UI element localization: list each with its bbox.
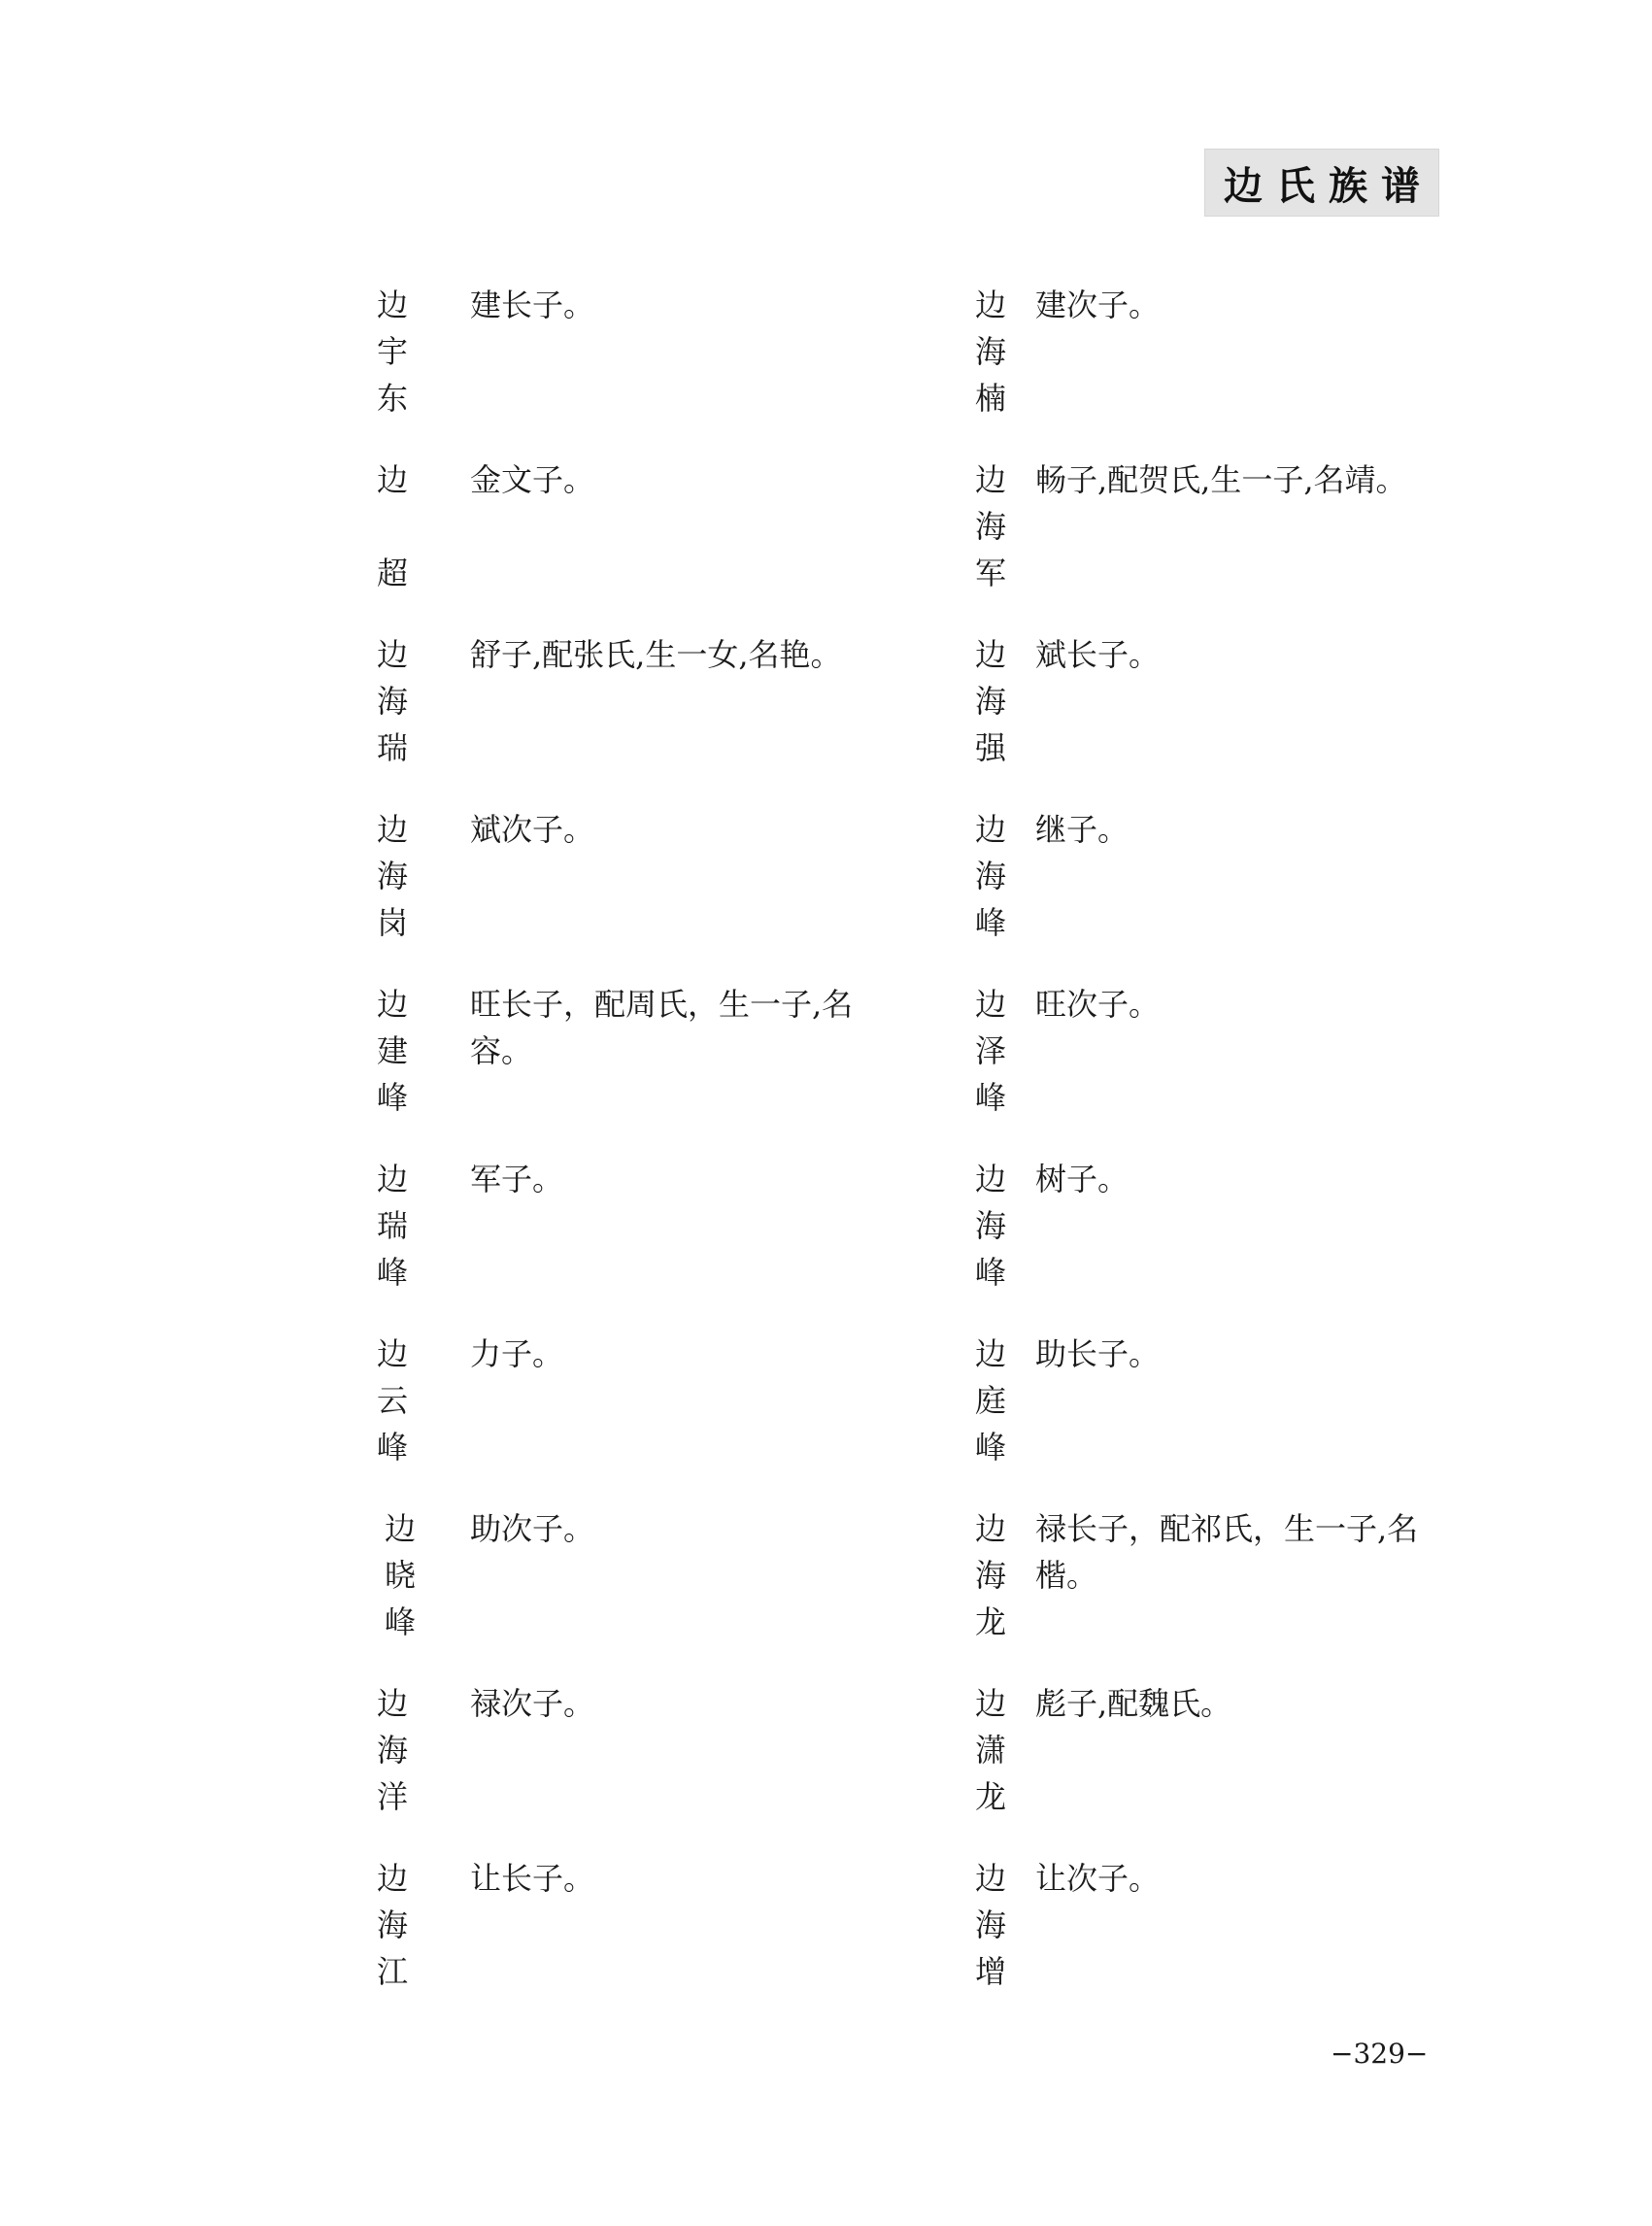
- name-char: 边: [974, 986, 1006, 1023]
- entry-description: 彪子,配魏氏。: [1035, 1685, 1232, 1722]
- entry-description: 畅子,配贺氏,生一子,名靖。: [1035, 461, 1407, 498]
- entry-description: 舒子,配张氏,生一女,名艳。: [470, 636, 842, 673]
- name-char: 东: [376, 380, 408, 417]
- entry-description: 建长子。: [470, 287, 595, 323]
- genealogy-entry: [373, 282, 917, 456]
- entry-description: 旺次子。: [1035, 986, 1161, 1023]
- genealogy-entry: [971, 1505, 1457, 1680]
- name-char: 边: [974, 1685, 1006, 1722]
- name-char: 峰: [376, 1254, 408, 1291]
- person-name: [971, 1331, 1010, 1470]
- name-char: 瑞: [376, 729, 408, 766]
- name-char: 峰: [974, 904, 1006, 941]
- name-char: 海: [974, 508, 1006, 545]
- name-char: 边: [376, 636, 408, 673]
- name-char: 海: [376, 683, 408, 720]
- name-char: 建: [376, 1032, 408, 1069]
- name-char: 峰: [376, 1079, 408, 1116]
- entry-description: 让长子。: [470, 1860, 595, 1897]
- person-name: [971, 456, 1010, 596]
- genealogy-entry: [373, 631, 917, 806]
- name-char: 洋: [376, 1778, 408, 1815]
- genealogy-entry: [373, 1855, 917, 2030]
- entry-description: 让次子。: [1035, 1860, 1161, 1897]
- name-char: 边: [974, 287, 1006, 323]
- name-char: 强: [974, 729, 1006, 766]
- name-char: 峰: [376, 1429, 408, 1466]
- person-name: [373, 282, 412, 422]
- name-char: 边: [974, 461, 1006, 498]
- name-char: 边: [376, 287, 408, 323]
- entry-description: 金文子。: [470, 461, 595, 498]
- entry-description: 禄次子。: [470, 1685, 595, 1722]
- name-char: 潇: [974, 1732, 1006, 1769]
- name-char: 边: [974, 811, 1006, 848]
- genealogy-entry: [971, 282, 1457, 456]
- name-char: 海: [974, 333, 1006, 370]
- left-column: [373, 282, 917, 2030]
- name-char: 海: [376, 1906, 408, 1943]
- name-char: 海: [974, 1557, 1006, 1594]
- entry-description: 力子。: [470, 1335, 564, 1372]
- name-char: 峰: [974, 1429, 1006, 1466]
- entry-description: 旺长子，配周氏，生一子,名容。: [470, 986, 854, 1069]
- name-char: 海: [974, 858, 1006, 894]
- person-name: [373, 1156, 412, 1296]
- person-name: [373, 1855, 412, 1995]
- name-char: 海: [376, 1732, 408, 1769]
- person-name: [373, 1680, 412, 1820]
- genealogy-entry: [373, 1505, 917, 1680]
- person-name: [373, 981, 412, 1121]
- person-name: [971, 1156, 1010, 1296]
- name-char: 庭: [974, 1382, 1006, 1419]
- right-column: [971, 282, 1457, 2030]
- genealogy-entry: [971, 1855, 1457, 2030]
- genealogy-entry: [971, 631, 1457, 806]
- name-char: 边: [376, 1860, 408, 1897]
- name-char: 海: [974, 1207, 1006, 1244]
- entry-description: 助长子。: [1035, 1335, 1161, 1372]
- name-char: 边: [974, 1510, 1006, 1547]
- name-char: 超: [376, 555, 408, 591]
- genealogy-entry: [971, 981, 1457, 1156]
- name-char: 江: [376, 1953, 408, 1990]
- genealogy-entry: [971, 1331, 1457, 1505]
- person-name: [971, 981, 1010, 1121]
- name-char: 龙: [974, 1778, 1006, 1815]
- genealogy-entry: [971, 1680, 1457, 1855]
- entry-description: 军子。: [470, 1161, 564, 1197]
- name-char: 峰: [384, 1603, 416, 1640]
- name-char: 边: [974, 1161, 1006, 1197]
- entry-description: 建次子。: [1035, 287, 1161, 323]
- person-name: [971, 1505, 1010, 1645]
- person-name: [971, 1855, 1010, 1995]
- name-char: 晓: [384, 1557, 416, 1594]
- name-char: 瑞: [376, 1207, 408, 1244]
- name-char: 边: [376, 986, 408, 1023]
- name-char: 海: [974, 683, 1006, 720]
- name-char: 岗: [376, 904, 408, 941]
- header-title: 边氏族谱: [1224, 163, 1433, 209]
- name-char: 海: [376, 858, 408, 894]
- name-char: 泽: [974, 1032, 1006, 1069]
- name-char: 龙: [974, 1603, 1006, 1640]
- name-char: 增: [974, 1953, 1006, 1990]
- name-char: 边: [974, 1860, 1006, 1897]
- name-char: 边: [376, 1161, 408, 1197]
- genealogy-entry: [373, 806, 917, 981]
- person-name: [373, 631, 412, 771]
- person-name: [971, 1680, 1010, 1820]
- name-char: 边: [376, 461, 408, 498]
- genealogy-entry: [971, 456, 1457, 631]
- genealogy-entry: [373, 1331, 917, 1505]
- entry-description: 树子。: [1035, 1161, 1129, 1197]
- person-name: [971, 631, 1010, 771]
- name-char: 峰: [974, 1254, 1006, 1291]
- name-char: 峰: [974, 1079, 1006, 1116]
- genealogy-entry: [373, 456, 917, 631]
- running-header: [1204, 149, 1439, 217]
- entry-description: 继子。: [1035, 811, 1129, 848]
- person-name: [971, 282, 1010, 422]
- genealogy-entry: [373, 1680, 917, 1855]
- genealogy-entry: [971, 806, 1457, 981]
- name-char: 宇: [376, 333, 408, 370]
- name-char: 边: [384, 1510, 416, 1547]
- name-char: 云: [376, 1382, 408, 1419]
- entry-description: 斌次子。: [470, 811, 595, 848]
- name-char: 边: [376, 811, 408, 848]
- entry-description: 斌长子。: [1035, 636, 1161, 673]
- name-char: 边: [974, 1335, 1006, 1372]
- name-char: 边: [376, 1335, 408, 1372]
- name-char: 军: [974, 555, 1006, 591]
- genealogy-entry: [373, 1156, 917, 1331]
- person-name: [373, 1331, 412, 1470]
- entry-description: 禄长子，配祁氏，生一子,名楷。: [1035, 1510, 1419, 1594]
- person-name: [373, 806, 412, 946]
- person-name: [971, 806, 1010, 946]
- genealogy-entry: [373, 981, 917, 1156]
- name-char: 海: [974, 1906, 1006, 1943]
- page-number: −329−: [1331, 2038, 1429, 2070]
- name-char: 楠: [974, 380, 1006, 417]
- name-char: 边: [974, 636, 1006, 673]
- entry-description: 助次子。: [470, 1510, 595, 1547]
- person-name: [381, 1505, 420, 1645]
- name-char: 边: [376, 1685, 408, 1722]
- genealogy-entry: [971, 1156, 1457, 1331]
- person-name: [373, 456, 412, 596]
